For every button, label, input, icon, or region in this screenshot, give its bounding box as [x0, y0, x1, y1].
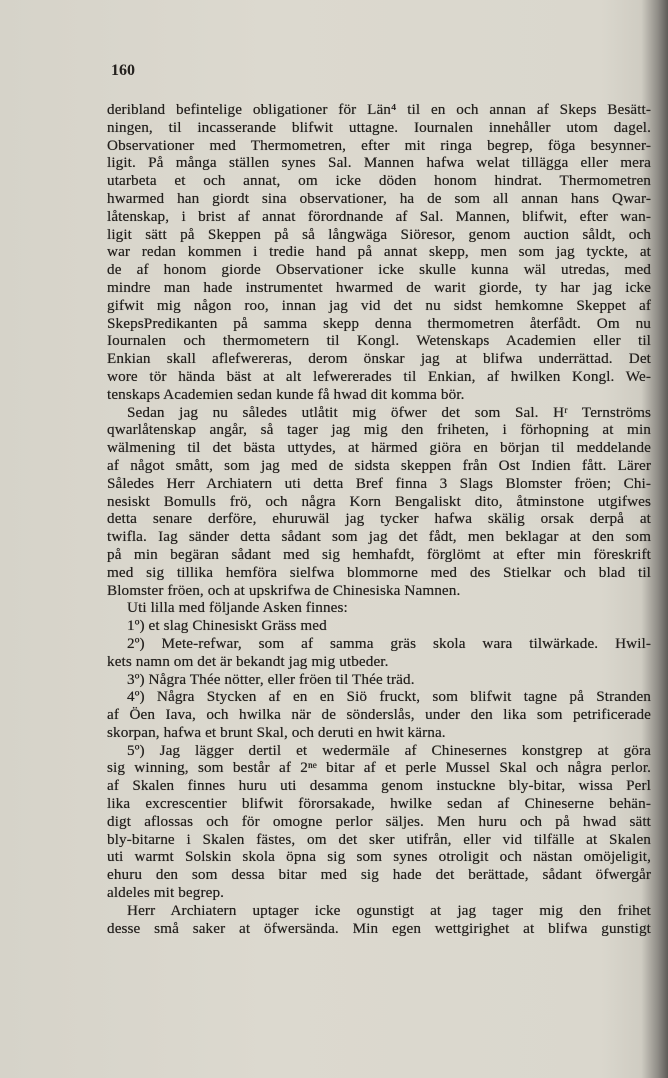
text-line: tenskaps Academien sedan kunde få hwad dit komma bör.: [107, 385, 465, 403]
text-line: bly-bitarne i Skalen fästes, om det sker utifrån, eller vid tilfälle at Skalen: [107, 830, 651, 848]
text-line: hwarmed han giordt sina observationer, ha de som all annan hans Qwar-: [107, 189, 651, 207]
text-line: SkepsPredikanten på samma skepp denna thermometren återfådt. Om nu: [107, 314, 651, 332]
text-line: gifwit mig någon roo, innan jag vid det nu sidst hemkomne Skeppet af: [107, 296, 651, 314]
text-line: sig winning, som består af 2ⁿᵉ bitar af et perle Mussel Skal och några perlor.: [107, 759, 651, 777]
text-line: twifla. Iag sänder detta sådant som jag det fådt, men beklagar at den som: [107, 528, 651, 546]
text-line: wore tör hända bäst at alt lefwererades til Enkian, af hwilken Kongl. We-: [107, 367, 651, 385]
text-line: wälmening til det bästa uttydes, at härmed giöra en början til meddelande: [107, 439, 651, 457]
text-line: Iournalen och thermometern til Kongl. Wetenskaps Academien eller til: [107, 332, 651, 350]
text-line: låtenskap, i brist af annat förordnande af Sal. Mannen, blifwit, efter wan-: [107, 207, 651, 225]
text-line: på min begäran sådant med sig hemhafdt, förglömt at efter min föreskrift: [107, 545, 651, 563]
text-line: af Skalen finnes huru uti desamma genom instuckne bly-bitar, wissa Perl: [107, 777, 651, 795]
text-line: deribland befintelige obligationer för Län⁴ til en och annan af Skeps Besätt-: [107, 101, 651, 118]
text-line: Blomster fröen, och at upskrifwa de Chinesiska Namnen.: [107, 581, 461, 599]
text-line: aldeles mit begrep.: [107, 884, 225, 902]
text-line: Sedan jag nu således utlåtit mig öfwer det som Sal. Hʳ Ternströms: [127, 403, 651, 421]
text-line: de af honom giorde Observationer icke skulle kunna wäl utredas, med: [107, 261, 651, 279]
text-line: Observationer med Thermometren, efter mit ringa begrep, föga besynner-: [107, 136, 651, 154]
text-line: digt aflossas och för omogne perlor säljes. Men huru och på hwad sätt: [107, 812, 651, 830]
text-line: 1º) et slag Chinesiskt Gräss med: [127, 617, 327, 635]
text-line: Enkian skall aflefwereras, derom önskar jag at blifwa underrättad. Det: [107, 350, 651, 368]
text-line: uti warmt Solskin skola öpna sig som synes otroligit och nästan omöjeligit,: [107, 848, 651, 866]
text-line: 5º) Jag lägger dertil et wedermäle af Chinesernes konstgrep at göra: [127, 741, 651, 759]
text-line: Således Herr Archiatern uti detta Bref finna 3 Slags Blomster fröen; Chi-: [107, 474, 651, 492]
text-line: Uti lilla med följande Asken finnes:: [127, 599, 348, 617]
text-line: ligit. På många ställen synes Sal. Mannen hafwa welat tillägga eller mera: [107, 154, 651, 172]
text-line: qwarlåtenskap angår, så tager jag mig den friheten, i förhopning at min: [107, 421, 651, 439]
page-number: 160: [111, 62, 135, 79]
text-line: kets namn om det är bekandt jag mig utbeder.: [107, 652, 389, 670]
text-line: mindre man hade instrumentet hwarmed de warit giorde, ty har jag icke: [107, 278, 651, 296]
text-line: detta senare derföre, ehuruwäl jag tycker hafwa skälig orsak derpå at: [107, 510, 651, 528]
text-line: ligit sätt på Skeppen på så långwäga Siöresor, genom auction såldt, och: [107, 225, 651, 243]
text-line: lika excrescentier blifwit förorsakade, hwilke sedan af Chineserne behän-: [107, 795, 651, 813]
document-body: [107, 101, 651, 937]
text-line: desse små saker at öfwersända. Min egen wettgirighet at blifwa gunstigt: [107, 919, 651, 937]
text-line: nesiskt Bomulls frö, och några Korn Bengaliskt dito, åtminstone utgifwes: [107, 492, 651, 510]
text-line: Herr Archiatern uptager icke ogunstigt at jag tager mig den frihet: [127, 901, 651, 919]
text-line: 4º) Några Stycken af en en Siö fruckt, som blifwit tagne på Stranden: [127, 688, 651, 706]
text-line: utarbeta et och annat, om icke döden honom hindrat. Thermometren: [107, 172, 651, 190]
text-line: war redan kommen i tredie hand på annat skepp, men som jag tyckte, at: [107, 243, 651, 261]
text-line: af något smått, som jag med de sidsta skeppen från Ost Indien fått. Lärer: [107, 456, 651, 474]
text-line: 3º) Några Thée nötter, eller fröen til Thée träd.: [127, 670, 415, 688]
text-line: af Öen Iava, och hwilka när de sönderslås, under den lika som petrificerade: [107, 706, 651, 724]
text-line: 2º) Mete-refwar, som af samma gräs skola wara tilwärkade. Hwil-: [127, 634, 651, 652]
text-line: med sig tillika hemföra sielfwa blommorne med des Stielkar och blad til: [107, 563, 651, 581]
text-line: ningen, til incasserande blifwit uttagne. Iournalen innehåller utom dagel.: [107, 118, 651, 136]
text-line: skorpan, hafwa et brunt Skal, och deruti en hwit kärna.: [107, 723, 446, 741]
text-line: ehuru den som dessa bitar med sig hade det berättade, sådant öfwergår: [107, 866, 651, 884]
